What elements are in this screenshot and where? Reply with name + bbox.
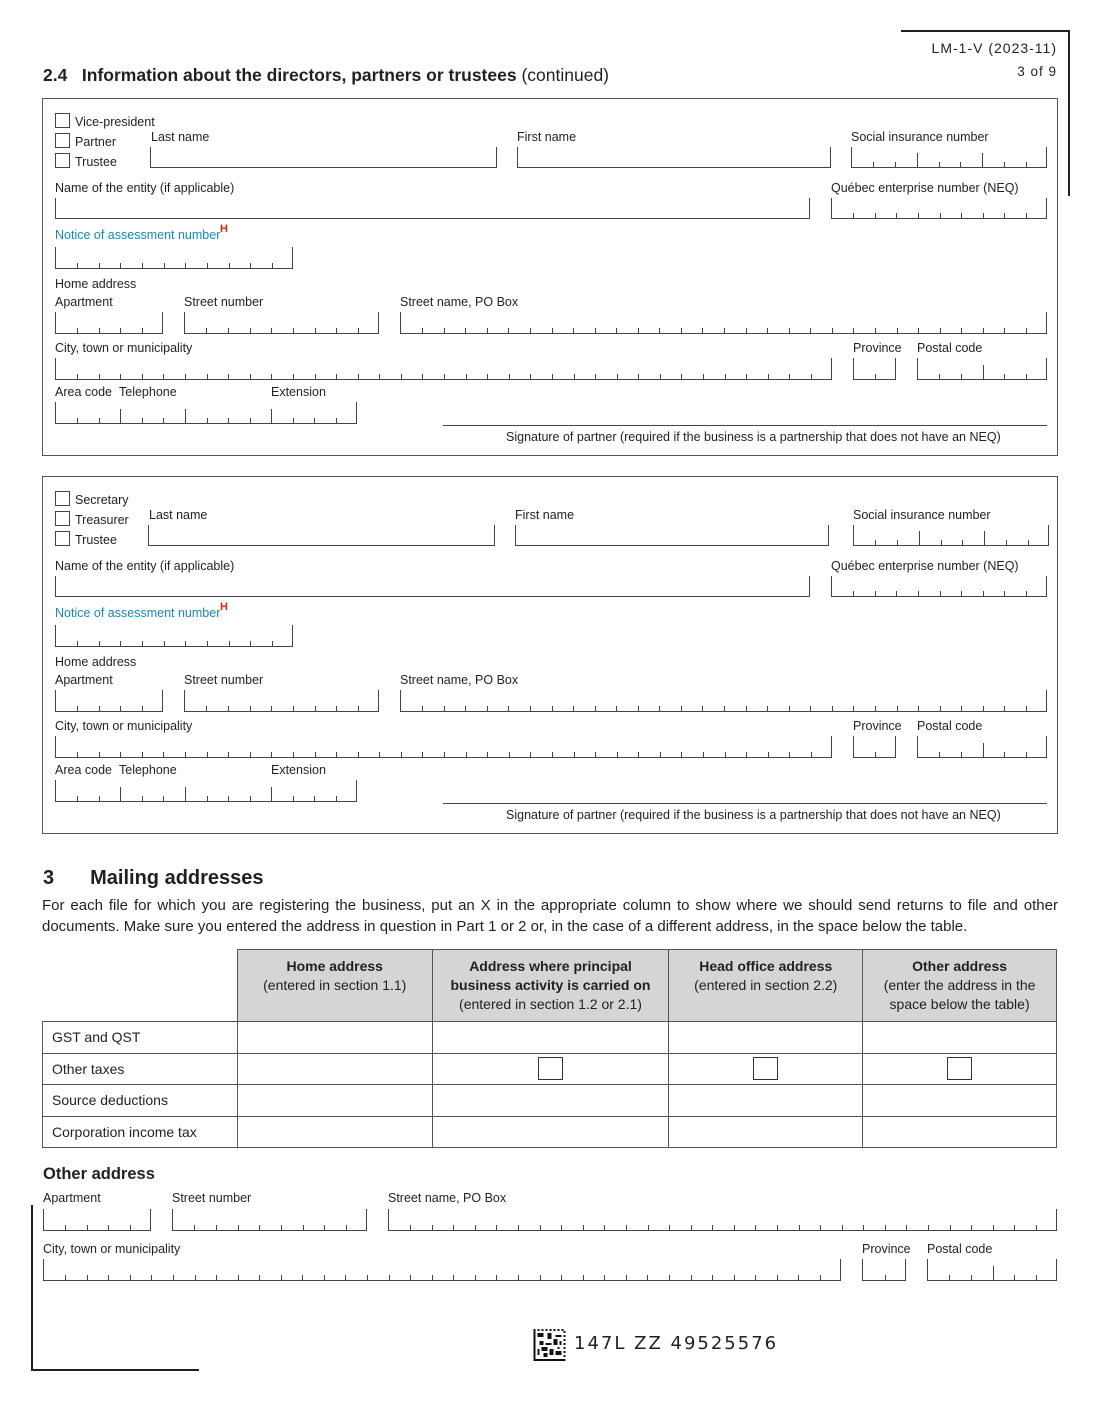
province-label: Province [853, 341, 902, 355]
telephone-field[interactable] [55, 780, 357, 802]
other-postal-code-field[interactable] [927, 1259, 1057, 1281]
other-street-name-field[interactable] [388, 1209, 1057, 1231]
table-header-row [43, 950, 1057, 1022]
signature-label: Signature of partner (required if the business is a partnership that does not have an NEQ) [506, 808, 1001, 822]
postal-code-label: Postal code [927, 1242, 993, 1256]
signature-label: Signature of partner (required if the business is a partnership that does not have an NEQ) [506, 430, 1001, 444]
sin-label: Social insurance number [853, 508, 991, 522]
neq-label: Québec enterprise number (NEQ) [831, 559, 1019, 573]
barcode-number: 147L ZZ 49525576 [574, 1333, 779, 1354]
province-label: Province [862, 1242, 911, 1256]
postal-code-field[interactable] [917, 358, 1047, 380]
table-cell [432, 1053, 669, 1085]
apartment-field[interactable] [55, 690, 163, 712]
apartment-label: Apartment [43, 1191, 101, 1205]
row-label: GST and QST [43, 1022, 238, 1054]
form-code: LM-1-V (2023-11) [931, 40, 1057, 56]
other-street-number-field[interactable] [172, 1209, 367, 1231]
sin-field[interactable] [851, 147, 1047, 168]
role-label: Trustee [75, 533, 117, 547]
column-header-head-office: Head office address (entered in section 2.2) [669, 950, 863, 1022]
table-cell [863, 1053, 1057, 1085]
row-label: Other taxes [43, 1053, 238, 1085]
role-label: Partner [75, 135, 116, 149]
section-title: Information about the directors, partners or trustees [81, 65, 517, 85]
table-cell [237, 1022, 432, 1054]
other-address-heading: Other address [43, 1165, 155, 1183]
section-title: Mailing addresses [90, 867, 264, 889]
table-cell [432, 1116, 669, 1148]
sin-field[interactable] [853, 525, 1049, 546]
sin-label: Social insurance number [851, 130, 989, 144]
role-label: Vice-president [75, 115, 155, 129]
postal-code-field[interactable] [917, 736, 1047, 758]
signature-line[interactable] [443, 425, 1047, 426]
table-cell [669, 1022, 863, 1054]
other-taxes-head-office-checkbox[interactable] [753, 1057, 778, 1080]
entity-label: Name of the entity (if applicable) [55, 181, 235, 195]
mailing-address-table [42, 949, 1057, 1148]
home-address-label: Home address [55, 655, 137, 669]
table-row [43, 1085, 1057, 1117]
extension-label: Extension [271, 385, 326, 399]
apartment-label: Apartment [55, 295, 113, 309]
role-label: Treasurer [75, 513, 129, 527]
table-corner-cell [43, 950, 238, 1022]
table-cell [669, 1116, 863, 1148]
role-label: Secretary [75, 493, 129, 507]
section-3-intro: For each file for which you are registering the business, put an X in the appropriate column to show where we should send returns to file and other documents. Make sure you entered the address in question in Part 1 or 2 or, in the case of a different address, in the space below the table. [42, 897, 1058, 935]
role-checkbox[interactable] [55, 531, 70, 546]
table-row [43, 1053, 1057, 1085]
datamatrix-barcode-icon [533, 1329, 566, 1361]
city-field[interactable] [55, 358, 832, 380]
last-name-label: Last name [149, 508, 208, 522]
table-cell [237, 1085, 432, 1117]
notice-required-mark: H [220, 601, 228, 613]
table-cell [432, 1022, 669, 1054]
other-province-field[interactable] [862, 1259, 906, 1281]
first-name-field[interactable] [515, 525, 829, 546]
role-label: Trustee [75, 155, 117, 169]
column-header-principal: Address where principal business activity is carried on (entered in section 1.2 or 2.1) [432, 950, 669, 1022]
table-cell [237, 1116, 432, 1148]
role-checkbox[interactable] [55, 113, 70, 128]
table-cell [863, 1085, 1057, 1117]
home-address-label: Home address [55, 277, 137, 291]
province-field[interactable] [853, 358, 896, 380]
neq-field[interactable] [831, 198, 1047, 219]
column-header-home: Home address (entered in section 1.1) [237, 950, 432, 1022]
street-number-label: Street number [184, 673, 264, 687]
notice-label: Notice of assessment number [55, 606, 221, 620]
entity-field[interactable] [55, 576, 810, 597]
role-checkbox[interactable] [55, 511, 70, 526]
last-name-field[interactable] [148, 525, 495, 546]
street-number-field[interactable] [184, 312, 379, 334]
row-label: Source deductions [43, 1085, 238, 1117]
other-taxes-principal-checkbox[interactable] [538, 1057, 563, 1080]
role-checkbox[interactable] [55, 491, 70, 506]
table-cell [669, 1053, 863, 1085]
city-label: City, town or municipality [43, 1242, 181, 1256]
telephone-label: Telephone [119, 763, 177, 777]
postal-code-label: Postal code [917, 341, 983, 355]
table-cell [669, 1085, 863, 1117]
notice-required-mark: H [220, 223, 228, 235]
entity-field[interactable] [55, 198, 810, 219]
area-code-label: Area code [55, 763, 112, 777]
neq-field[interactable] [831, 576, 1047, 597]
street-number-field[interactable] [184, 690, 379, 712]
province-label: Province [853, 719, 902, 733]
row-label: Corporation income tax [43, 1116, 238, 1148]
neq-label: Québec enterprise number (NEQ) [831, 181, 1019, 195]
column-header-other: Other address (enter the address in the space below the table) [863, 950, 1057, 1022]
section-3-heading [43, 867, 264, 889]
first-name-label: First name [517, 130, 577, 144]
postal-code-label: Postal code [917, 719, 983, 733]
table-cell [237, 1053, 432, 1085]
extension-label: Extension [271, 763, 326, 777]
director-block [42, 98, 1058, 456]
telephone-label: Telephone [119, 385, 177, 399]
last-name-field[interactable] [150, 147, 497, 168]
table-cell [432, 1085, 669, 1117]
notice-field[interactable] [55, 247, 293, 269]
city-label: City, town or municipality [55, 341, 193, 355]
other-taxes-other-address-checkbox[interactable] [947, 1057, 972, 1080]
page-number: 3 of 9 [1017, 64, 1057, 79]
section-number: 2.4 [43, 65, 68, 85]
last-name-label: Last name [151, 130, 210, 144]
telephone-field[interactable] [55, 402, 357, 424]
area-code-label: Area code [55, 385, 112, 399]
director-block [42, 476, 1058, 834]
footer-corner-bracket [31, 1205, 199, 1371]
notice-label: Notice of assessment number [55, 228, 221, 242]
table-cell [863, 1116, 1057, 1148]
street-name-label: Street name, PO Box [400, 673, 519, 687]
role-checkbox[interactable] [55, 133, 70, 148]
street-name-field[interactable] [400, 312, 1047, 334]
table-cell [863, 1022, 1057, 1054]
entity-label: Name of the entity (if applicable) [55, 559, 235, 573]
section-number: 3 [43, 867, 55, 889]
apartment-field[interactable] [55, 312, 163, 334]
section-2-4-heading [43, 65, 609, 85]
street-name-label: Street name, PO Box [400, 295, 519, 309]
apartment-label: Apartment [55, 673, 113, 687]
street-number-label: Street number [184, 295, 264, 309]
role-checkbox[interactable] [55, 153, 70, 168]
section-continued: (continued) [521, 65, 610, 85]
street-name-field[interactable] [400, 690, 1047, 712]
notice-field[interactable] [55, 625, 293, 647]
street-number-label: Street number [172, 1191, 252, 1205]
street-name-label: Street name, PO Box [388, 1191, 507, 1205]
table-row [43, 1116, 1057, 1148]
first-name-label: First name [515, 508, 575, 522]
signature-line[interactable] [443, 803, 1047, 804]
province-field[interactable] [853, 736, 896, 758]
city-field[interactable] [55, 736, 832, 758]
first-name-field[interactable] [517, 147, 831, 168]
table-row [43, 1022, 1057, 1054]
city-label: City, town or municipality [55, 719, 193, 733]
